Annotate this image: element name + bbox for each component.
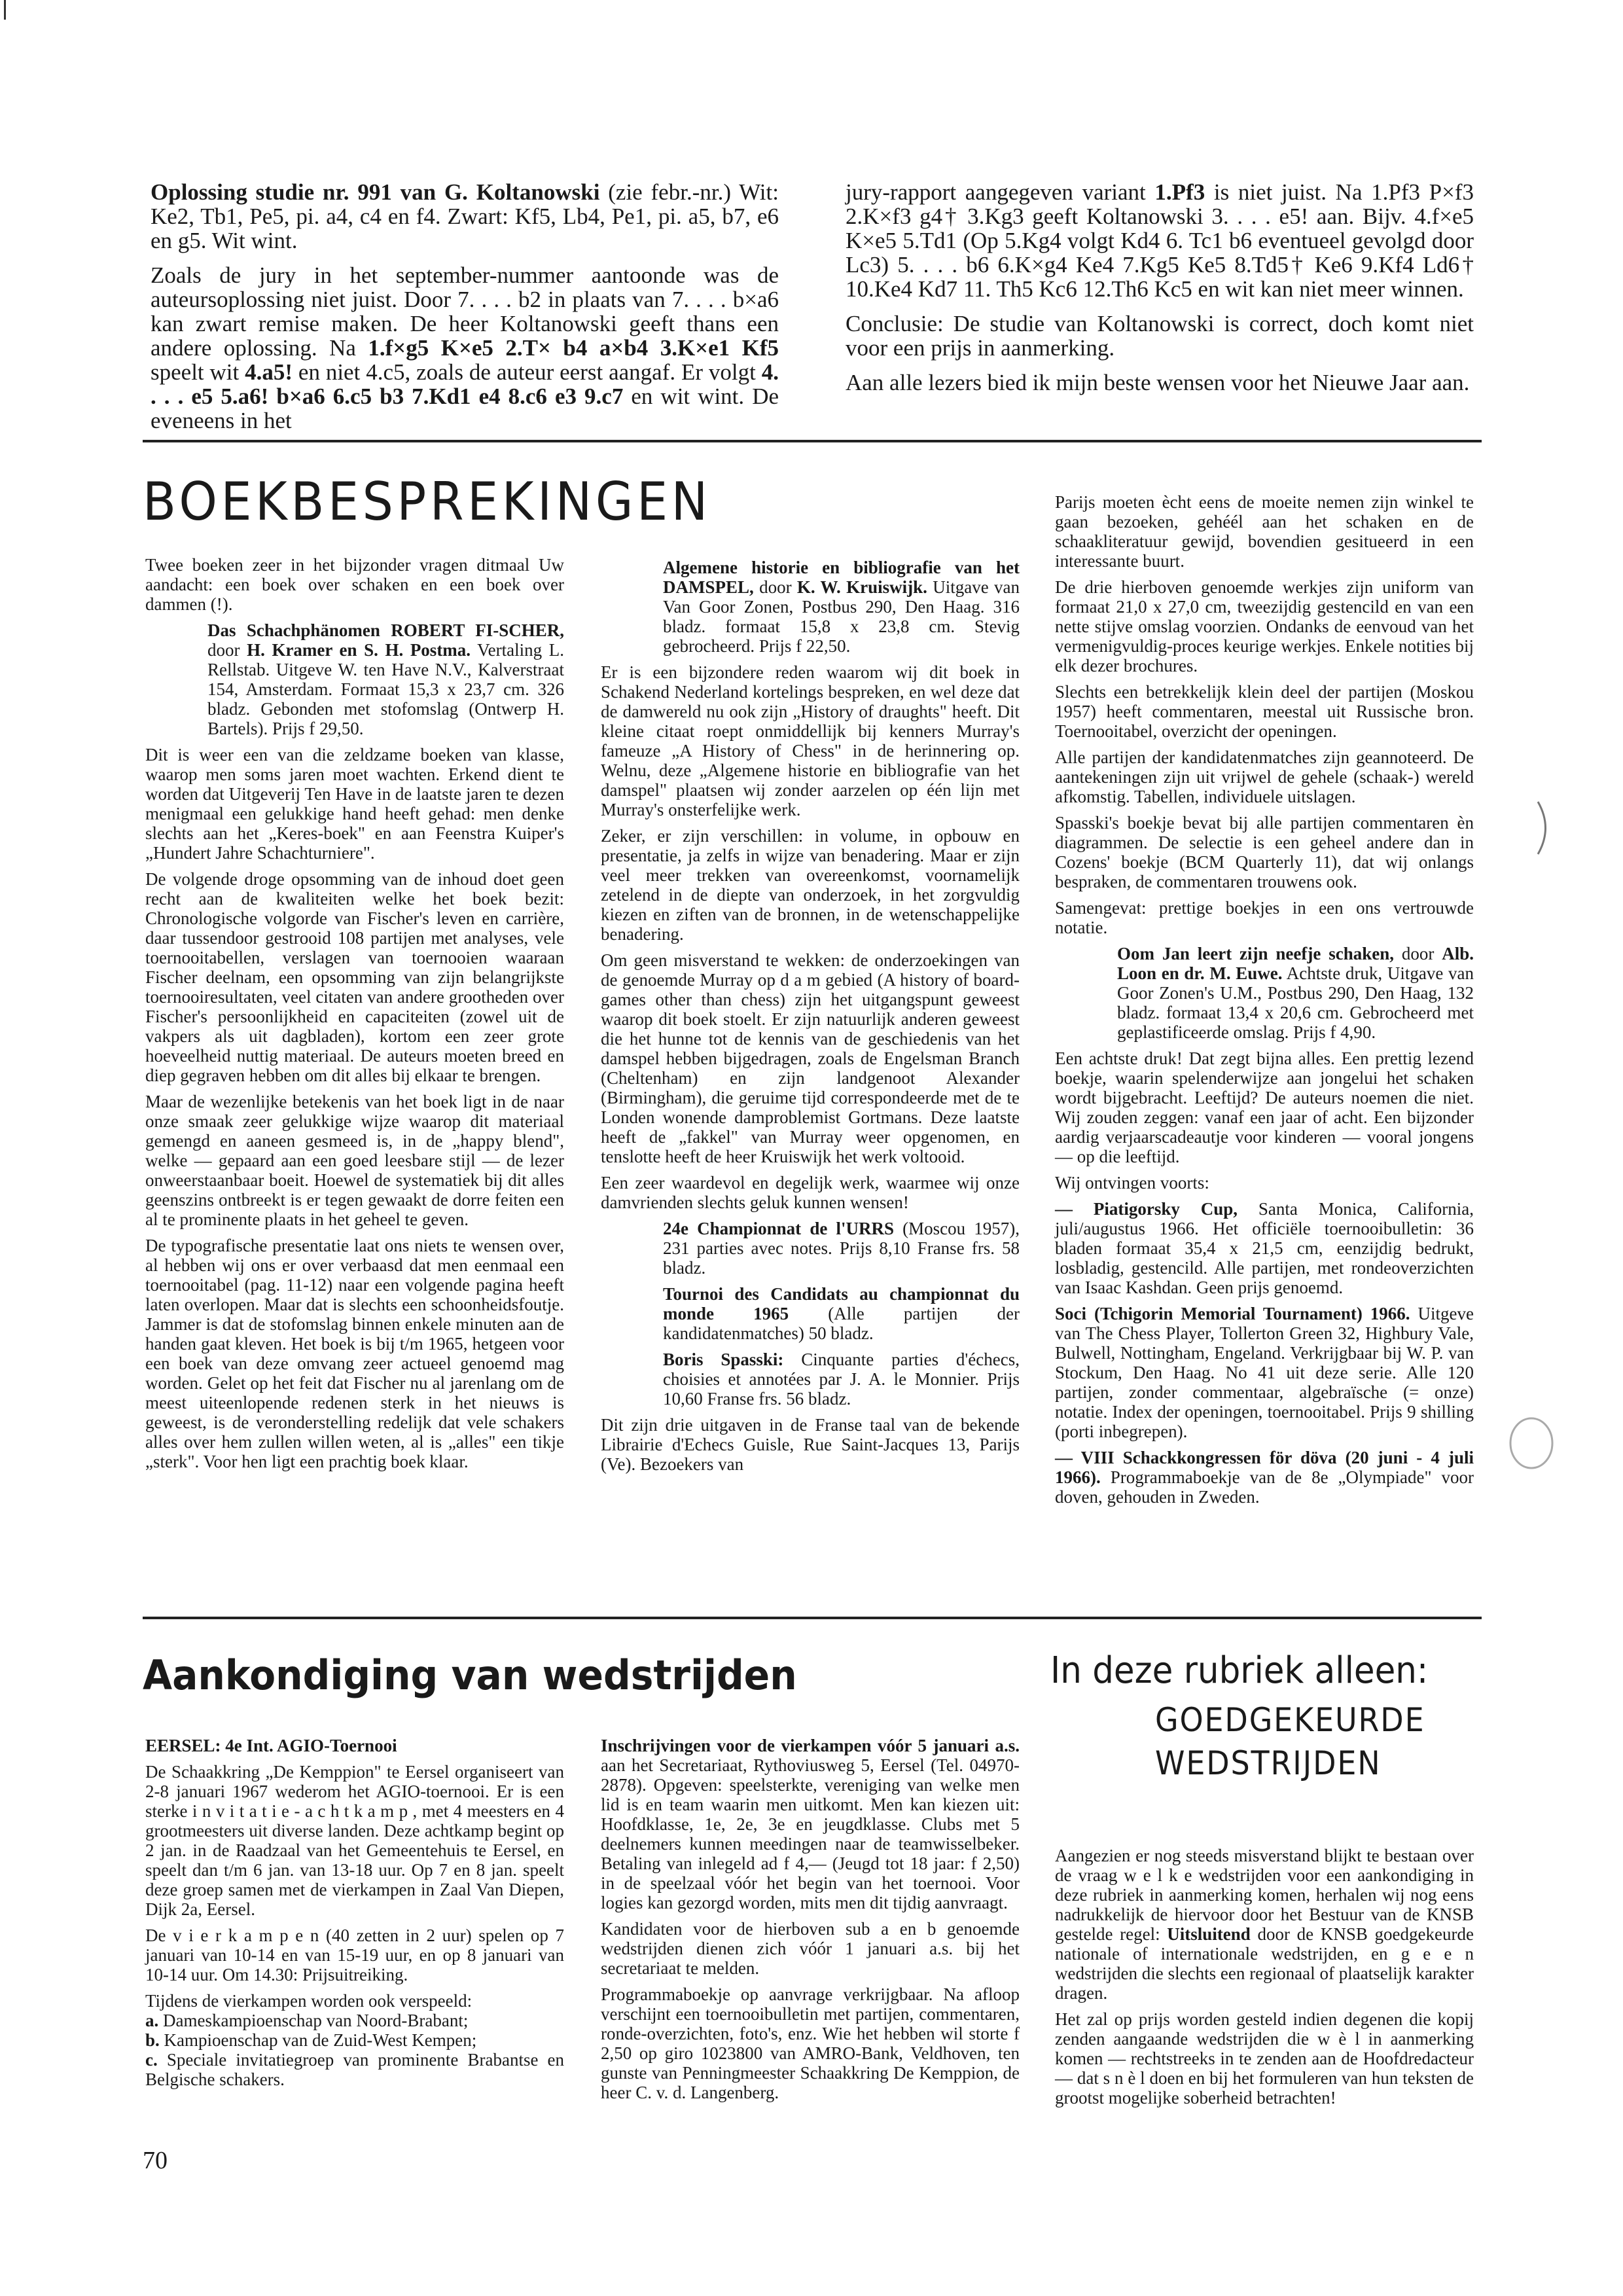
boek-col2-paragraph: Dit zijn drie uitgaven in de Franse taal van de bekende Librairie d'Echecs Guisle, Rue Saint-Jacques 13, Parijs (Ve). Bezoekers van xyxy=(601,1415,1020,1474)
book-review-column-2 xyxy=(601,558,1020,1480)
boek-col3-paragraph: Slechts een betrekkelijk klein deel der partijen (Moskou 1957) heeft commentaren, meestal uit Russische bron. Toernooitabel, overzicht der openingen. xyxy=(1055,682,1474,741)
binder-hole-mark-upper xyxy=(1535,798,1554,857)
boek-col1-paragraph: Maar de wezenlijke betekenis van het boek ligt in de naar onze smaak zeer gelukkige wijze waarop dit materiaal gemengd en aaneen gesmeed is, in de „happy blend", welke — gepaard aan een goed leesbare stijl — de lezer onweerstaanbaar boeit. Hoewel de systematiek bij dit alles geenszins ontbreekt is er tegen gewaakt de dorre feiten een al te prominente plaats in het geheel te geven. xyxy=(145,1092,564,1229)
boek-col3-paragraph: Samengevat: prettige boekjes in een ons vertrouwde notatie. xyxy=(1055,898,1474,937)
boek-col1-paragraph: De volgende droge opsomming van de inhoud doet geen recht aan de kwaliteiten welke het boek bezit: Chronologische volgorde van Fischer's leven en carrière, daar tussendoor gestrooid 108 partijen met analyses, vele toernooitabellen, verslagen van toernooien waaraan Fischer deelnam, een opsomming van zijn belangrijkste toernooiresultaten, veel citaten van andere grootheden over Fischer's persoonlijkheid en capaciteiten (zowel uit de vakpers als uit dagbladen), kortom een zeer grote hoeveelheid nuttig materiaal. De auteurs moeten breed en diep gegraven hebben om dit alles bij elkaar te brengen. xyxy=(145,869,564,1085)
top-left-paragraph: Oplossing studie nr. 991 van G. Koltanowski (zie febr.-nr.) Wit: Ke2, Tb1, Pe5, pi. a4, c4 en f4. Zwart: Kf5, Lb4, Pe1, pi. a5, b7, e6 en g5. Wit wint. xyxy=(151,179,779,253)
aank-col2-paragraph: Kandidaten voor de hierboven sub a en b genoemde wedstrijden dienen zich vóór 1 januari a.s. bij het secretariaat te melden. xyxy=(601,1919,1020,1978)
aank-col1-paragraph: EERSEL: 4e Int. AGIO-Toernooi xyxy=(145,1736,397,1755)
boek-col3-paragraph: Oom Jan leert zijn neefje schaken, door Alb. Loon en dr. M. Euwe. Achtste druk, Uitgave van Goor Zonen's U.M., Postbus 290, Den Haag, 132 bladz. formaat 13,4 x 20,6 cm. Gebrocheerd met geplastificeerde omslag. Prijs f 4,90. xyxy=(1117,944,1474,1042)
binder-hole-mark-lower xyxy=(1505,1414,1558,1473)
section-title-boekbesprekingen: BOEKBESPREKINGEN xyxy=(143,471,711,532)
aank-col1-paragraph: De Schaakkring „De Kemppion" te Eersel organiseert van 2-8 januari 1967 wederom het AGIO-toernooi. Er is een sterke i n v i t a t i e - a c h t k a m p , met 4 meesters en 4 grootmeesters uit diverse landen. Deze achtkamp begint op 2 jan. in de Raadzaal van het Gemeentehuis te Eersel, en speelt dan t/m 6 jan. van 13-18 uur. Op 7 en 8 jan. speelt deze groep samen met de vierkampen in Zaal Van Diepen, Dijk 2a, Eersel. xyxy=(145,1762,564,1919)
rubriek-text-paragraph: Aangezien er nog steeds misverstand blijkt te bestaan over de vraag w e l k e wedstrijden voor een aankondiging in deze rubriek in aanmerking komen, herhalen wij nog eens nadrukkelijk de hiervoor door het Bestuur van de KNSB gestelde regel: Uitsluitend door de KNSB goedgekeurde nationale of internationale wedstrijden, en g e e n wedstrijden die slechts een regionaal of plaatselijk karakter dragen. xyxy=(1055,1846,1474,2003)
solution-column-right xyxy=(846,180,1474,405)
boek-col2-paragraph: Algemene historie en bibliografie van het DAMSPEL, door K. W. Kruiswijk. Uitgave van Van Goor Zonen, Postbus 290, Den Haag. 316 bladz. formaat 15,8 x 23,8 cm. Stevig gebrocheerd. Prijs f 22,50. xyxy=(663,558,1020,656)
boek-col3-paragraph: Spasski's boekje bevat bij alle partijen commentaren èn diagrammen. De selectie is een geheel andere dan in Cozens' boekje (BCM Quarterly 11), dat wij onlangs bespraken, de commentaren trouwens ook. xyxy=(1055,813,1474,891)
boek-col1-paragraph: Twee boeken zeer in het bijzonder vragen ditmaal Uw aandacht: een boek over schaken en een boek over dammen (!). xyxy=(145,555,564,614)
boek-col2-paragraph: Zeker, er zijn verschillen: in volume, in opbouw en presentatie, ja zelfs in wijze van benadering. Maar er zijn veel meer trekken van overeenkomst, voornamelijk zetelend in de diepte van onderzoek, in het zorgvuldig kiezen en ziften van de bronnen, in de wetenschappelijke benadering. xyxy=(601,826,1020,944)
rubriek-text-paragraph: Het zal op prijs worden gesteld indien degenen die kopij zenden aangaande wedstrijden die w è l in aanmerking komen — rechtstreeks in te zenden aan de Hoofdredacteur — dat s n è l doen en bij het formuleren van hun teksten de grootst mogelijke soberheid betrachten! xyxy=(1055,2009,1474,2108)
book-review-column-3 xyxy=(1055,492,1474,1513)
boek-col1-paragraph: De typografische presentatie laat ons niets te wensen over, al hebben wij ons er over verbaasd dat men eenmaal een toernooitabel (pag. 11-12) naar een volgende pagina heeft laten overlopen. Maar dat is slechts een schoonheidsfoutje. Jammer is dat de stofomslag binnen enkele minuten aan de handen gaat kleven. Het boek is bij t/m 1965, hetgeen voor een boek van deze omvang zeer actueel genoemd mag worden. Gelet op het feit dat Fischer nu al jarenlang om de meest uiteenlopende redenen sterk in het nieuws is geweest, is de veronderstelling redelijk dat vele schakers alles over hem zullen willen weten, al is „alles" een tikje „sterk". Voor hen ligt een prachtig boek klaar. xyxy=(145,1236,564,1471)
announcement-column-2 xyxy=(601,1736,1020,2109)
book-review-column-1 xyxy=(145,555,564,1478)
aank-col2-paragraph: Inschrijvingen voor de vierkampen vóór 5 januari a.s. aan het Secretariaat, Rythoviusweg 5, Eersel (Tel. 04970-2878). Opgeven: speelsterkte, vereniging van welke men lid is en team waarin men uitkomt. Men kan kiezen uit: Hoofdklasse, 1e, 2e, 3e en jeugdklasse. Clubs met 5 deelnemers kunnen meedingen naar de teamwisselbeker. Betaling van inlegeld ad f 4,— (Jeugd tot 18 jaar: f 2,50) in de speelzaal vóór het begin van het toernooi. Voor logies kan gezorgd worden, mits men dit tijdig aanvraagt. xyxy=(601,1736,1020,1912)
aank-col1-paragraph: De v i e r k a m p e n (40 zetten in 2 uur) spelen op 7 januari van 10-14 en van 15-19 uur, en op 8 januari van 10-14 uur. Om 14.30: Prijsuitreiking. xyxy=(145,1926,564,1984)
aank-col2-paragraph: Programmaboekje op aanvrage verkrijgbaar. Na afloop verschijnt een toernooibulletin met partijen, commentaren, ronde-overzichten, foto's, enz. Wie het hebben wil storte f 2,50 op giro 1023800 van AMRO-Bank, Veldhoven, ten gunste van Penningmeester Schaakkring De Kemppion, de heer C. v. d. Langenberg. xyxy=(601,1984,1020,2102)
boek-col2-paragraph: Een zeer waardevol en degelijk werk, waarmee wij onze damvrienden slechts geluk kunnen wensen! xyxy=(601,1173,1020,1212)
top-left-paragraph: Zoals de jury in het september-nummer aantoonde was de auteursoplossing niet juist. Door 7. . . . b2 in plaats van 7. . . . b×a6 kan zwart remise maken. De heer Koltanowski geeft thans een andere oplossing. Na 1.f×g5 K×e5 2.T× b4 a×b4 3.K×e1 Kf5 speelt wit 4.a5! en niet 4.c5, zoals de auteur eerst aangaf. Er volgt 4. . . . e5 5.a6! b×a6 6.c5 b3 7.Kd1 e4 8.c6 e3 9.c7 en wit wint. De eveneens in het xyxy=(151,262,779,433)
rubric-title: In deze rubriek alleen: xyxy=(1050,1649,1429,1692)
aank-col1-paragraph: Tijdens de vierkampen worden ook verspeeld: a. Dameskampioenschap van Noord-Brabant; b. Kampioenschap van de Zuid-West Kempen; c. Speciale invitatiegroep van prominente Brabantse en Belgische schakers. xyxy=(145,1991,564,2089)
page-number: 70 xyxy=(143,2147,168,2174)
top-right-paragraph: Conclusie: De studie van Koltanowski is correct, doch komt niet voor een prijs in aanmerking. xyxy=(846,311,1474,361)
boek-col3-paragraph: Wij ontvingen voorts: xyxy=(1055,1173,1209,1193)
boek-col2-paragraph: Boris Spasski: Cinquante parties d'échecs, choisies et annotées par J. A. le Monnier. Prijs 10,60 Franse frs. 56 bladz. xyxy=(663,1350,1020,1408)
rubric-subtitle: GOEDGEKEURDE WEDSTRIJDEN xyxy=(1155,1701,1425,1782)
rubric-text xyxy=(1055,1846,1474,2114)
announcement-column-1 xyxy=(145,1736,564,2096)
boek-col2-paragraph: Tournoi des Candidats au championnat du monde 1965 (Alle partijen der kandidatenmatches) 50 bladz. xyxy=(663,1284,1020,1343)
boek-col3-paragraph: Parijs moeten ècht eens de moeite nemen zijn winkel te gaan bezoeken, gehéél aan het schaken en de schaakliteratuur gewijd, bovendien gesitueerd in een interessante buurt. xyxy=(1055,492,1474,571)
solution-column-left xyxy=(151,180,779,443)
boek-col2-paragraph: Er is een bijzondere reden waarom wij dit boek in Schakend Nederland kortelings bespreken, en wel deze dat de damwereld nu ook zijn „History of draughts" heeft. Dit kleine citaat roept onmiddellijk bij kenners Murray's fameuze „A History of Chess" in de herinnering op. Welnu, deze „Algemene historie en bibliografie van het damspel" plaatsen wij zonder aarzelen op één lijn met Murray's onsterfelijke werk. xyxy=(601,662,1020,819)
scan-mark-top-left xyxy=(4,0,6,20)
section-rule-top xyxy=(143,440,1482,442)
boek-col3-paragraph: De drie hierboven genoemde werkjes zijn uniform van formaat 21,0 x 27,0 cm, tweezijdig gestencild en van een nette stijve omslag voorzien. Ondanks de eenvoud van het vermenigvuldig-proces keurige werkjes. Enkele notities bij elk dezer brochures. xyxy=(1055,577,1474,675)
boek-col3-paragraph: Een achtste druk! Dat zegt bijna alles. Een prettig lezend boekje, waarin spelenderwijze aan jongelui het schaken wordt bijgebracht. Leeftijd? De auteurs noemen die niet. Wij zouden zeggen: vanaf een jaar of acht. Een bijzonder aardig verjaarscadeautje voor kinderen — vooral jongens — op die leeftijd. xyxy=(1055,1049,1474,1166)
boek-col2-paragraph: Om geen misverstand te wekken: de onderzoekingen van de genoemde Murray op d a m gebied (A history of board-games other than chess) zijn het uitgangspunt geweest waarop dit boek stoelt. Er zijn natuurlijk anderen geweest die het hunne tot de kennis van de geschiedenis van het damspel hebben bijgedragen, zoals de Engelsman Branch (Cheltenham) en zijn landgenoot Alexander (Birmingham), die geruime tijd correspondeerde met de te Londen wonende damproblemist Gortmans. Deze laatste heeft de „fakkel" van Murray weer opgenomen, en tenslotte heeft de heer Kruiswijk het werk voltooid. xyxy=(601,950,1020,1166)
boek-col3-paragraph: Soci (Tchigorin Memorial Tournament) 1966. Uitgeve van The Chess Player, Tollerton Green 32, Highbury Vale, Bulwell, Nottingham, Engeland. Verkrijgbaar bij W. P. van Stockum, Den Haag. No 41 uit deze serie. Alle 120 partijen, zonder commentaar, algebraïsche (= onze) notatie. Index der openingen, toernooitabel. Prijs 9 shilling (porti inbegrepen). xyxy=(1055,1304,1474,1441)
boek-col1-paragraph: Das Schachphänomen ROBERT FI-SCHER, door H. Kramer en S. H. Postma. Vertaling L. Rellstab. Uitgeve W. ten Have N.V., Kalverstraat 154, Amsterdam. Formaat 15,3 x 23,7 cm. 326 bladz. Gebonden met stofomslag (Ontwerp H. Bartels). Prijs f 29,50. xyxy=(207,620,564,738)
top-right-paragraph: jury-rapport aangegeven variant 1.Pf3 is niet juist. Na 1.Pf3 P×f3 2.K×f3 g4† 3.Kg3 geeft Koltanowski 3. . . . e5! aan. Bijv. 4.f×e5 K×e5 5.Td1 (Op 5.Kg4 volgt Kd4 6. Tc1 b6 eventueel gevolgd door Lc3) 5. . . . b6 6.K×g4 Ke4 7.Kg5 Ke5 8.Td5† Ke6 9.Kf4 Ld6† 10.Ke4 Kd7 11. Th5 Kc6 12.Th6 Kc5 en wit kan niet meer winnen. xyxy=(846,179,1474,302)
top-right-paragraph: Aan alle lezers bied ik mijn beste wensen voor het Nieuwe Jaar aan. xyxy=(846,370,1470,395)
section-title-aankondiging: Aankondiging van wedstrijden xyxy=(143,1651,797,1699)
boek-col3-paragraph: Alle partijen der kandidatenmatches zijn geannoteerd. De aantekeningen zijn uit vrijwel de gehele (schaak-) wereld afkomstig. Tabellen, individuele uitslagen. xyxy=(1055,747,1474,806)
boek-col3-paragraph: — VIII Schackkongressen för döva (20 juni - 4 juli 1966). Programmaboekje van de 8e „Olympiade" voor doven, gehouden in Zweden. xyxy=(1055,1448,1474,1507)
boek-col3-paragraph: — Piatigorsky Cup, Santa Monica, California, juli/augustus 1966. Het officiële toernooibulletin: 36 bladen formaat 35,4 x 21,5 cm, eenzijdig bedrukt, losbladig, gestencild. Alle partijen, met rondeoverzichten van Isaac Kashdan. Geen prijs genoemd. xyxy=(1055,1199,1474,1297)
boek-col1-paragraph: Dit is weer een van die zeldzame boeken van klasse, waarop men soms jaren moet wachten. Erkend dient te worden dat Uitgeverij Ten Have in de laatste jaren te dezen menigmaal een gelukkige hand heeft gehad: men denke slechts aan het „Keres-boek" en aan Feenstra Kuiper's „Hundert Jahre Schachturniere". xyxy=(145,745,564,863)
section-rule-middle xyxy=(143,1617,1482,1619)
boek-col2-paragraph: 24e Championnat de l'URRS (Moscou 1957), 231 parties avec notes. Prijs 8,10 Franse frs. 58 bladz. xyxy=(663,1219,1020,1278)
